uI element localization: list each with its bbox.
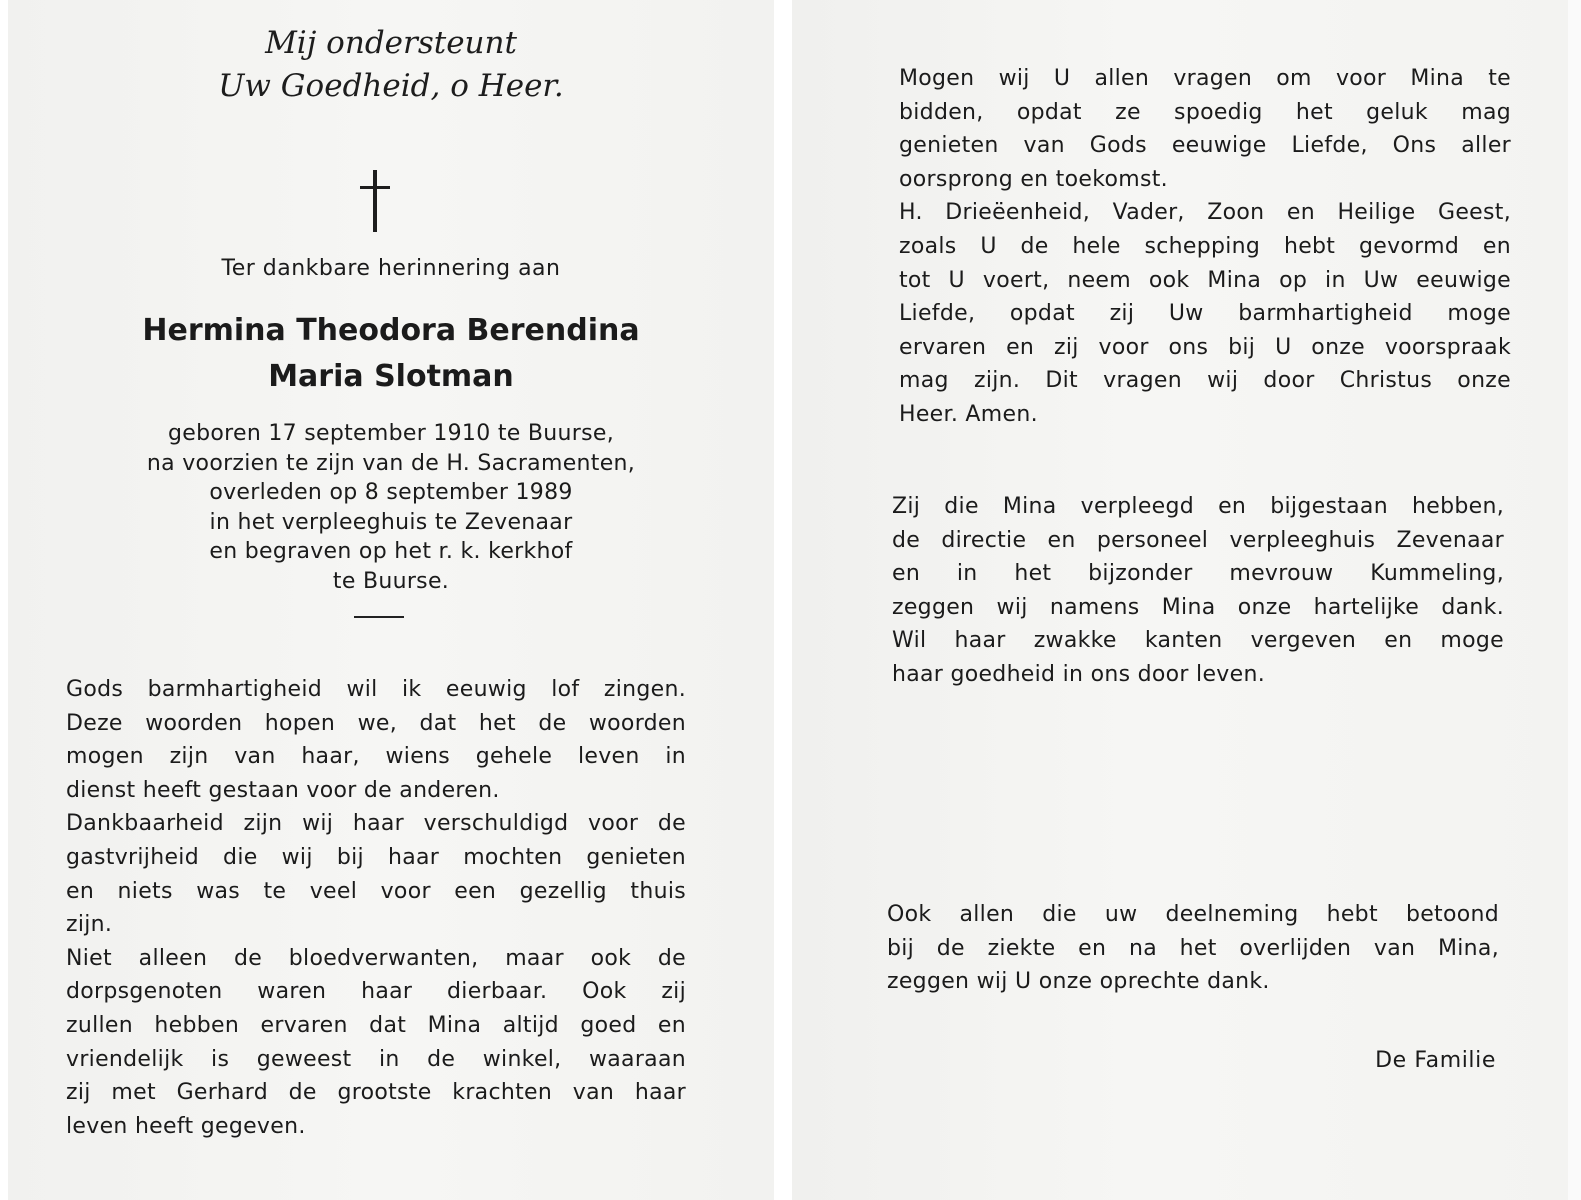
- life-details: [8, 419, 774, 597]
- text-line: dienst heeft gestaan voor de anderen.: [66, 777, 500, 803]
- condolence-thanks-text: [887, 898, 1499, 999]
- text-line: ervaren en zij voor ons bij U onze voorspraak: [899, 334, 1511, 360]
- details-line: in het verpleeghuis te Zevenaar: [209, 509, 573, 535]
- text-line: oorsprong en toekomst.: [899, 166, 1168, 192]
- motto-line: Uw Goedheid, o Heer.: [218, 68, 564, 104]
- text-line: Wil haar zwakke kanten vergeven en moge: [892, 628, 1504, 654]
- text-line: bij de ziekte en na het overlijden van Mina,: [887, 935, 1499, 961]
- text-line: gastvrijheid die wij bij haar mochten genieten: [66, 844, 686, 870]
- text-line: de directie en personeel verpleeghuis Zevenaar: [892, 527, 1504, 553]
- text-line: genieten van Gods eeuwige Liefde, Ons aller: [899, 133, 1511, 159]
- text-line: Niet alleen de bloedverwanten, maar ook de: [66, 945, 686, 971]
- text-line: dorpsgenoten waren haar dierbaar. Ook zij: [66, 979, 686, 1005]
- text-line: vriendelijk is geweest in de winkel, waaraan: [66, 1046, 686, 1072]
- name-line: Maria Slotman: [268, 359, 514, 394]
- cross-icon: [360, 170, 390, 232]
- text-line: zoals U de hele schepping hebt gevormd en: [899, 233, 1511, 259]
- signature: De Familie: [1375, 1048, 1496, 1073]
- details-line: geboren 17 september 1910 te Buurse,: [168, 421, 614, 446]
- text-line: en in het bijzonder mevrouw Kummeling,: [892, 561, 1504, 587]
- intro-text: Ter dankbare herinnering aan: [221, 256, 561, 281]
- text-line: bidden, opdat ze spoedig het geluk mag: [899, 99, 1511, 125]
- care-thanks-text: [892, 490, 1504, 692]
- text-line: zij met Gerhard de grootste krachten van haar: [66, 1080, 686, 1106]
- motto: [8, 22, 774, 108]
- divider-line: [354, 616, 404, 618]
- details-line: te Buurse.: [332, 568, 450, 594]
- text-line: en niets was te veel voor een gezellig thuis: [66, 878, 686, 904]
- right-page: [792, 0, 1572, 1200]
- text-line: zeggen wij namens Mina onze hartelijke dank.: [892, 594, 1504, 620]
- page-edge: [1568, 0, 1581, 1200]
- motto-line: Mij ondersteunt: [265, 25, 517, 61]
- details-line: overleden op 8 september 1989: [209, 480, 573, 506]
- text-line: Ook allen die uw deelneming hebt betoond: [887, 902, 1499, 927]
- text-line: mogen zijn van haar, wiens gehele leven in: [66, 744, 686, 770]
- text-line: Liefde, opdat zij Uw barmhartigheid moge: [899, 301, 1511, 327]
- details-line: en begraven op het r. k. kerkhof: [209, 539, 573, 565]
- left-page: [8, 0, 774, 1200]
- name-line: Hermina Theodora Berendina: [142, 313, 640, 348]
- text-line: haar goedheid in ons door leven.: [892, 661, 1265, 687]
- deceased-name: [8, 308, 774, 400]
- text-line: Deze woorden hopen we, dat het de woorden: [66, 710, 686, 736]
- text-line: zeggen wij U onze oprechte dank.: [887, 969, 1270, 995]
- text-line: Gods barmhartigheid wil ik eeuwig lof zingen.: [66, 677, 686, 702]
- prayer-text: [899, 62, 1511, 432]
- tribute-text: [66, 673, 686, 1143]
- text-line: tot U voert, neem ook Mina op in Uw eeuwige: [899, 267, 1511, 293]
- text-line: Mogen wij U allen vragen om voor Mina te: [899, 66, 1511, 91]
- text-line: leven heeft gegeven.: [66, 1113, 306, 1139]
- text-line: Dankbaarheid zijn wij haar verschuldigd voor de: [66, 811, 686, 837]
- text-line: mag zijn. Dit vragen wij door Christus onze: [899, 368, 1511, 394]
- text-line: Zij die Mina verpleegd en bijgestaan hebben,: [892, 494, 1504, 519]
- text-line: zijn.: [66, 912, 113, 938]
- text-line: H. Drieëenheid, Vader, Zoon en Heilige Geest,: [899, 200, 1511, 226]
- text-line: zullen hebben ervaren dat Mina altijd goed en: [66, 1012, 686, 1038]
- text-line: Heer. Amen.: [899, 401, 1038, 427]
- details-line: na voorzien te zijn van de H. Sacramenten,: [146, 450, 636, 476]
